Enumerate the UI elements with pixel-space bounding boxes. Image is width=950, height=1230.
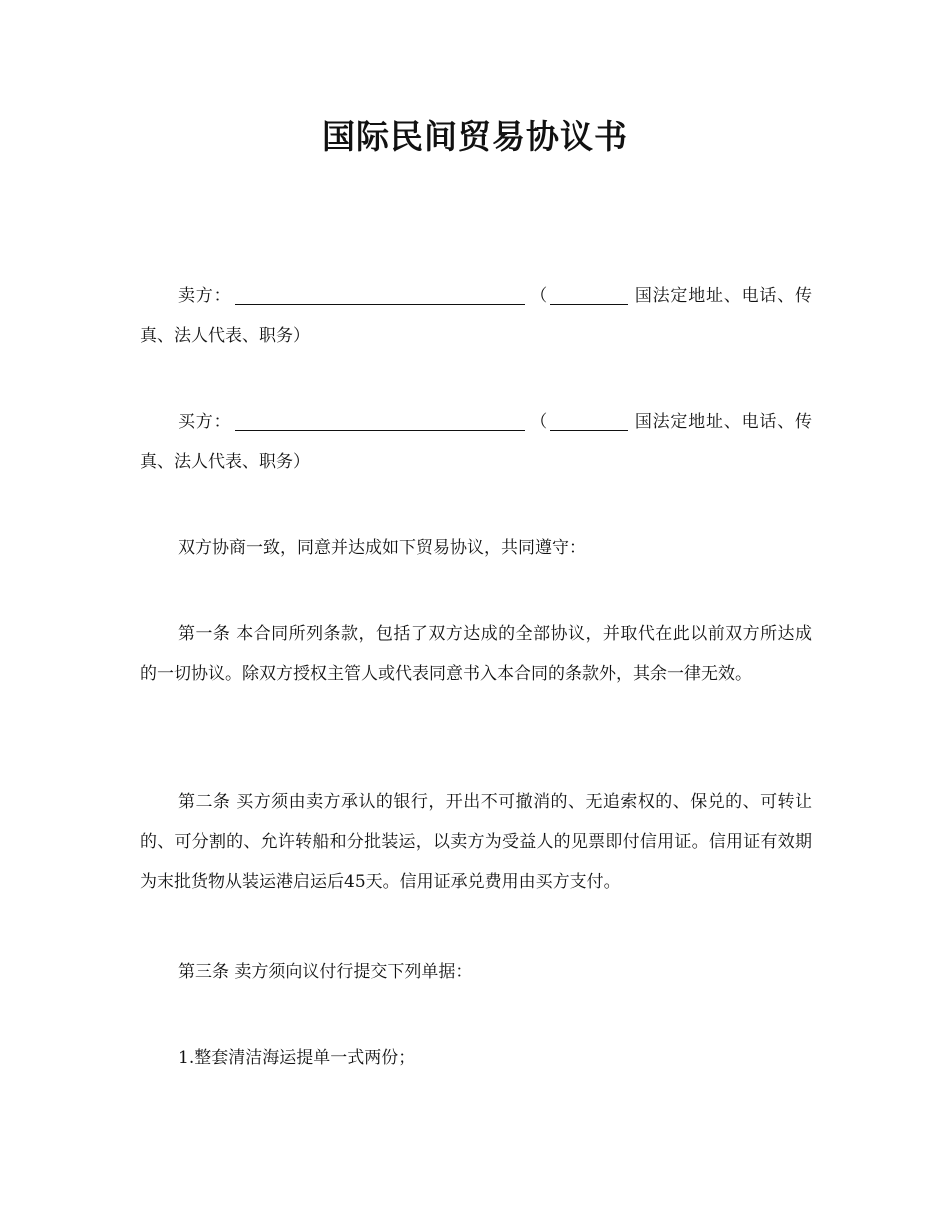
- seller-country-blank: [550, 286, 628, 305]
- seller-line: [140, 276, 812, 356]
- intro-paragraph: 双方协商一致，同意并达成如下贸易协议，共同遵守：: [178, 538, 586, 558]
- seller-open-paren: （: [529, 286, 549, 306]
- seller-label: 卖方：: [178, 286, 232, 306]
- seller-details: 国法定地址、电话、传真、法人代表、职务）: [140, 286, 813, 346]
- article-3-paragraph: 第三条 卖方须向议付行提交下列单据：: [178, 962, 473, 982]
- article-1-paragraph: 第一条 本合同所列条款，包括了双方达成的全部协议，并取代在此以前双方所达成的一切协议。除双方授权主管人或代表同意书入本合同的条款外，其余一律无效。: [140, 624, 812, 684]
- buyer-name-blank: [235, 412, 525, 431]
- buyer-open-paren: （: [529, 412, 549, 432]
- document-title: 国际民间贸易协议书: [322, 117, 628, 156]
- seller-name-blank: [235, 286, 525, 305]
- list-item-1: 1.整套清洁海运提单一式两份；: [178, 1048, 416, 1068]
- buyer-country-blank: [550, 412, 628, 431]
- buyer-line: [140, 402, 812, 482]
- buyer-label: 买方：: [178, 412, 232, 432]
- article-2-paragraph: 第二条 买方须由卖方承认的银行，开出不可撤消的、无追索权的、保兑的、可转让的、可分割的、允许转船和分批装运，以卖方为受益人的见票即付信用证。信用证有效期为末批货物从装运港启运后45天。信用证承兑费用由买方支付。: [140, 792, 812, 892]
- buyer-details: 国法定地址、电话、传真、法人代表、职务）: [140, 412, 813, 472]
